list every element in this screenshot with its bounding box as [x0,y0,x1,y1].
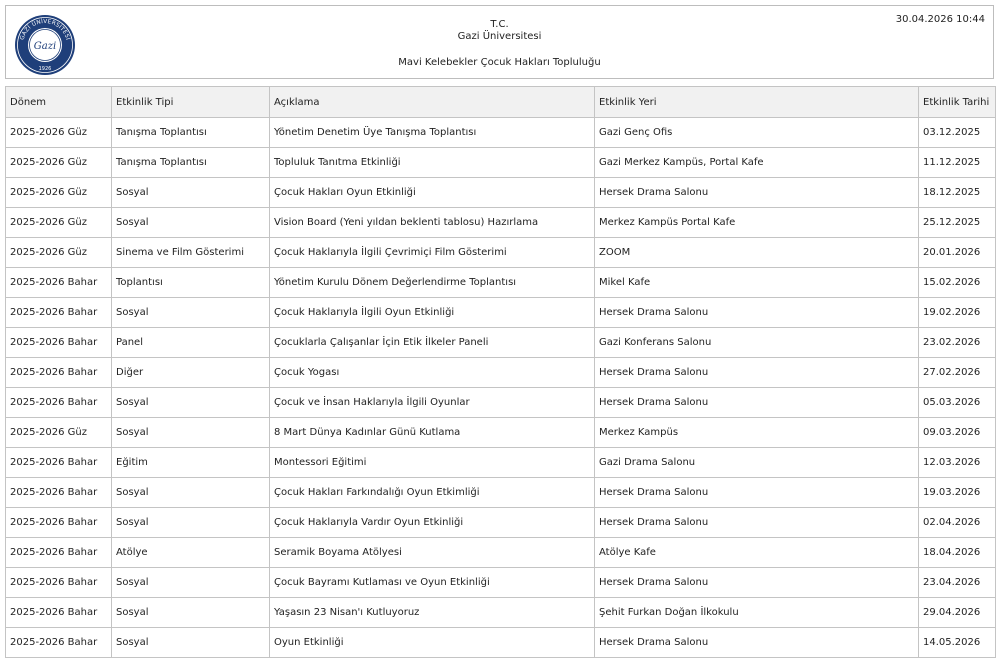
cell-etkinlik-tarihi: 27.02.2026 [919,358,996,388]
cell-aciklama: Montessori Eğitimi [270,448,595,478]
cell-donem: 2025-2026 Bahar [6,328,112,358]
cell-aciklama: Çocuk Haklarıyla İlgili Oyun Etkinliği [270,298,595,328]
cell-etkinlik-yeri: Hersek Drama Salonu [595,388,919,418]
header-titles [6,19,993,69]
cell-etkinlik-tarihi: 03.12.2025 [919,118,996,148]
cell-etkinlik-tipi: Sosyal [112,298,270,328]
cell-etkinlik-yeri: Hersek Drama Salonu [595,478,919,508]
cell-etkinlik-tipi: Sosyal [112,508,270,538]
report-header [5,5,994,79]
logo-ring-text: GAZİ ÜNİVERSİTESİ [19,18,71,41]
cell-aciklama: Yönetim Kurulu Dönem Değerlendirme Toplantısı [270,268,595,298]
col-aciklama-header: Açıklama [270,87,595,118]
cell-etkinlik-tipi: Sosyal [112,598,270,628]
cell-etkinlik-tarihi: 18.04.2026 [919,538,996,568]
cell-etkinlik-tipi: Tanışma Toplantısı [112,118,270,148]
cell-etkinlik-tipi: Sosyal [112,388,270,418]
cell-etkinlik-tarihi: 20.01.2026 [919,238,996,268]
cell-etkinlik-tarihi: 18.12.2025 [919,178,996,208]
cell-donem: 2025-2026 Bahar [6,508,112,538]
cell-donem: 2025-2026 Bahar [6,538,112,568]
col-donem-header: Dönem [6,87,112,118]
cell-etkinlik-yeri: Hersek Drama Salonu [595,178,919,208]
header-line-tc: T.C. [490,19,509,30]
header-line-university: Gazi Üniversitesi [457,31,542,42]
report-timestamp: 30.04.2026 10:44 [895,14,985,25]
cell-etkinlik-tarihi: 19.02.2026 [919,298,996,328]
cell-etkinlik-tipi: Sosyal [112,178,270,208]
cell-donem: 2025-2026 Bahar [6,598,112,628]
cell-donem: 2025-2026 Bahar [6,268,112,298]
cell-etkinlik-tipi: Sinema ve Film Gösterimi [112,238,270,268]
table-row [6,268,996,298]
cell-etkinlik-tarihi: 19.03.2026 [919,478,996,508]
cell-aciklama: Çocuk Hakları Farkındalığı Oyun Etkimliği [270,478,595,508]
table-row [6,568,996,598]
cell-etkinlik-tipi: Sosyal [112,478,270,508]
cell-donem: 2025-2026 Bahar [6,388,112,418]
cell-etkinlik-tarihi: 15.02.2026 [919,268,996,298]
cell-etkinlik-tipi: Sosyal [112,208,270,238]
table-row [6,208,996,238]
cell-etkinlik-tipi: Eğitim [112,448,270,478]
cell-etkinlik-yeri: Hersek Drama Salonu [595,358,919,388]
cell-donem: 2025-2026 Bahar [6,628,112,658]
table-header-row [6,87,996,118]
cell-donem: 2025-2026 Bahar [6,298,112,328]
cell-etkinlik-tarihi: 09.03.2026 [919,418,996,448]
cell-aciklama: Çocuk Hakları Oyun Etkinliği [270,178,595,208]
cell-donem: 2025-2026 Bahar [6,568,112,598]
cell-donem: 2025-2026 Güz [6,178,112,208]
cell-etkinlik-yeri: Hersek Drama Salonu [595,298,919,328]
col-etkinlik-tarihi-header: Etkinlik Tarihi [919,87,996,118]
events-table [5,86,996,658]
cell-etkinlik-yeri: Gazi Konferans Salonu [595,328,919,358]
cell-aciklama: Seramik Boyama Atölyesi [270,538,595,568]
cell-etkinlik-yeri: Hersek Drama Salonu [595,628,919,658]
cell-aciklama: Yönetim Denetim Üye Tanışma Toplantısı [270,118,595,148]
cell-etkinlik-yeri: Atölye Kafe [595,538,919,568]
cell-etkinlik-tipi: Panel [112,328,270,358]
cell-etkinlik-tarihi: 23.04.2026 [919,568,996,598]
cell-aciklama: Çocuklarla Çalışanlar İçin Etik İlkeler Paneli [270,328,595,358]
cell-etkinlik-yeri: Mikel Kafe [595,268,919,298]
table-row [6,538,996,568]
cell-etkinlik-yeri: Merkez Kampüs [595,418,919,448]
cell-aciklama: Topluluk Tanıtma Etkinliği [270,148,595,178]
table-row [6,238,996,268]
cell-etkinlik-tipi: Sosyal [112,418,270,448]
cell-aciklama: Vision Board (Yeni yıldan beklenti tablosu) Hazırlama [270,208,595,238]
club-name: Mavi Kelebekler Çocuk Hakları Topluluğu [398,57,601,68]
cell-donem: 2025-2026 Güz [6,148,112,178]
cell-etkinlik-yeri: Merkez Kampüs Portal Kafe [595,208,919,238]
table-row [6,148,996,178]
cell-etkinlik-tipi: Diğer [112,358,270,388]
cell-donem: 2025-2026 Güz [6,118,112,148]
cell-donem: 2025-2026 Bahar [6,448,112,478]
cell-etkinlik-tarihi: 11.12.2025 [919,148,996,178]
table-row [6,388,996,418]
table-row [6,178,996,208]
cell-donem: 2025-2026 Güz [6,418,112,448]
table-body [6,118,996,658]
cell-aciklama: Oyun Etkinliği [270,628,595,658]
cell-etkinlik-yeri: Gazi Genç Ofis [595,118,919,148]
cell-etkinlik-tarihi: 14.05.2026 [919,628,996,658]
table-row [6,478,996,508]
table-row [6,118,996,148]
cell-aciklama: Çocuk Haklarıyla Vardır Oyun Etkinliği [270,508,595,538]
cell-aciklama: Çocuk Bayramı Kutlaması ve Oyun Etkinliği [270,568,595,598]
cell-etkinlik-tipi: Sosyal [112,568,270,598]
cell-etkinlik-yeri: Hersek Drama Salonu [595,508,919,538]
cell-etkinlik-yeri: Şehit Furkan Doğan İlkokulu [595,598,919,628]
cell-etkinlik-tarihi: 23.02.2026 [919,328,996,358]
cell-etkinlik-tarihi: 29.04.2026 [919,598,996,628]
table-row [6,328,996,358]
cell-donem: 2025-2026 Bahar [6,358,112,388]
col-etkinlik-yeri-header: Etkinlik Yeri [595,87,919,118]
cell-etkinlik-yeri: ZOOM [595,238,919,268]
cell-etkinlik-tarihi: 05.03.2026 [919,388,996,418]
table-row [6,298,996,328]
table-row [6,628,996,658]
cell-etkinlik-tarihi: 02.04.2026 [919,508,996,538]
cell-donem: 2025-2026 Güz [6,238,112,268]
table-row [6,598,996,628]
cell-etkinlik-tipi: Sosyal [112,628,270,658]
cell-aciklama: Yaşasın 23 Nisan'ı Kutluyoruz [270,598,595,628]
cell-etkinlik-tarihi: 12.03.2026 [919,448,996,478]
cell-aciklama: 8 Mart Dünya Kadınlar Günü Kutlama [270,418,595,448]
cell-aciklama: Çocuk Yogası [270,358,595,388]
cell-aciklama: Çocuk ve İnsan Haklarıyla İlgili Oyunlar [270,388,595,418]
table-row [6,358,996,388]
cell-etkinlik-yeri: Hersek Drama Salonu [595,568,919,598]
cell-donem: 2025-2026 Güz [6,208,112,238]
cell-etkinlik-tipi: Atölye [112,538,270,568]
table-row [6,508,996,538]
cell-etkinlik-yeri: Gazi Drama Salonu [595,448,919,478]
logo-script: Gazi [33,41,57,52]
cell-etkinlik-tipi: Toplantısı [112,268,270,298]
logo-year: 1926 [38,66,52,72]
table-row [6,448,996,478]
cell-etkinlik-yeri: Gazi Merkez Kampüs, Portal Kafe [595,148,919,178]
col-etkinlik-tipi-header: Etkinlik Tipi [112,87,270,118]
cell-aciklama: Çocuk Haklarıyla İlgili Çevrimiçi Film Gösterimi [270,238,595,268]
cell-donem: 2025-2026 Bahar [6,478,112,508]
cell-etkinlik-tarihi: 25.12.2025 [919,208,996,238]
table-row [6,418,996,448]
cell-etkinlik-tipi: Tanışma Toplantısı [112,148,270,178]
